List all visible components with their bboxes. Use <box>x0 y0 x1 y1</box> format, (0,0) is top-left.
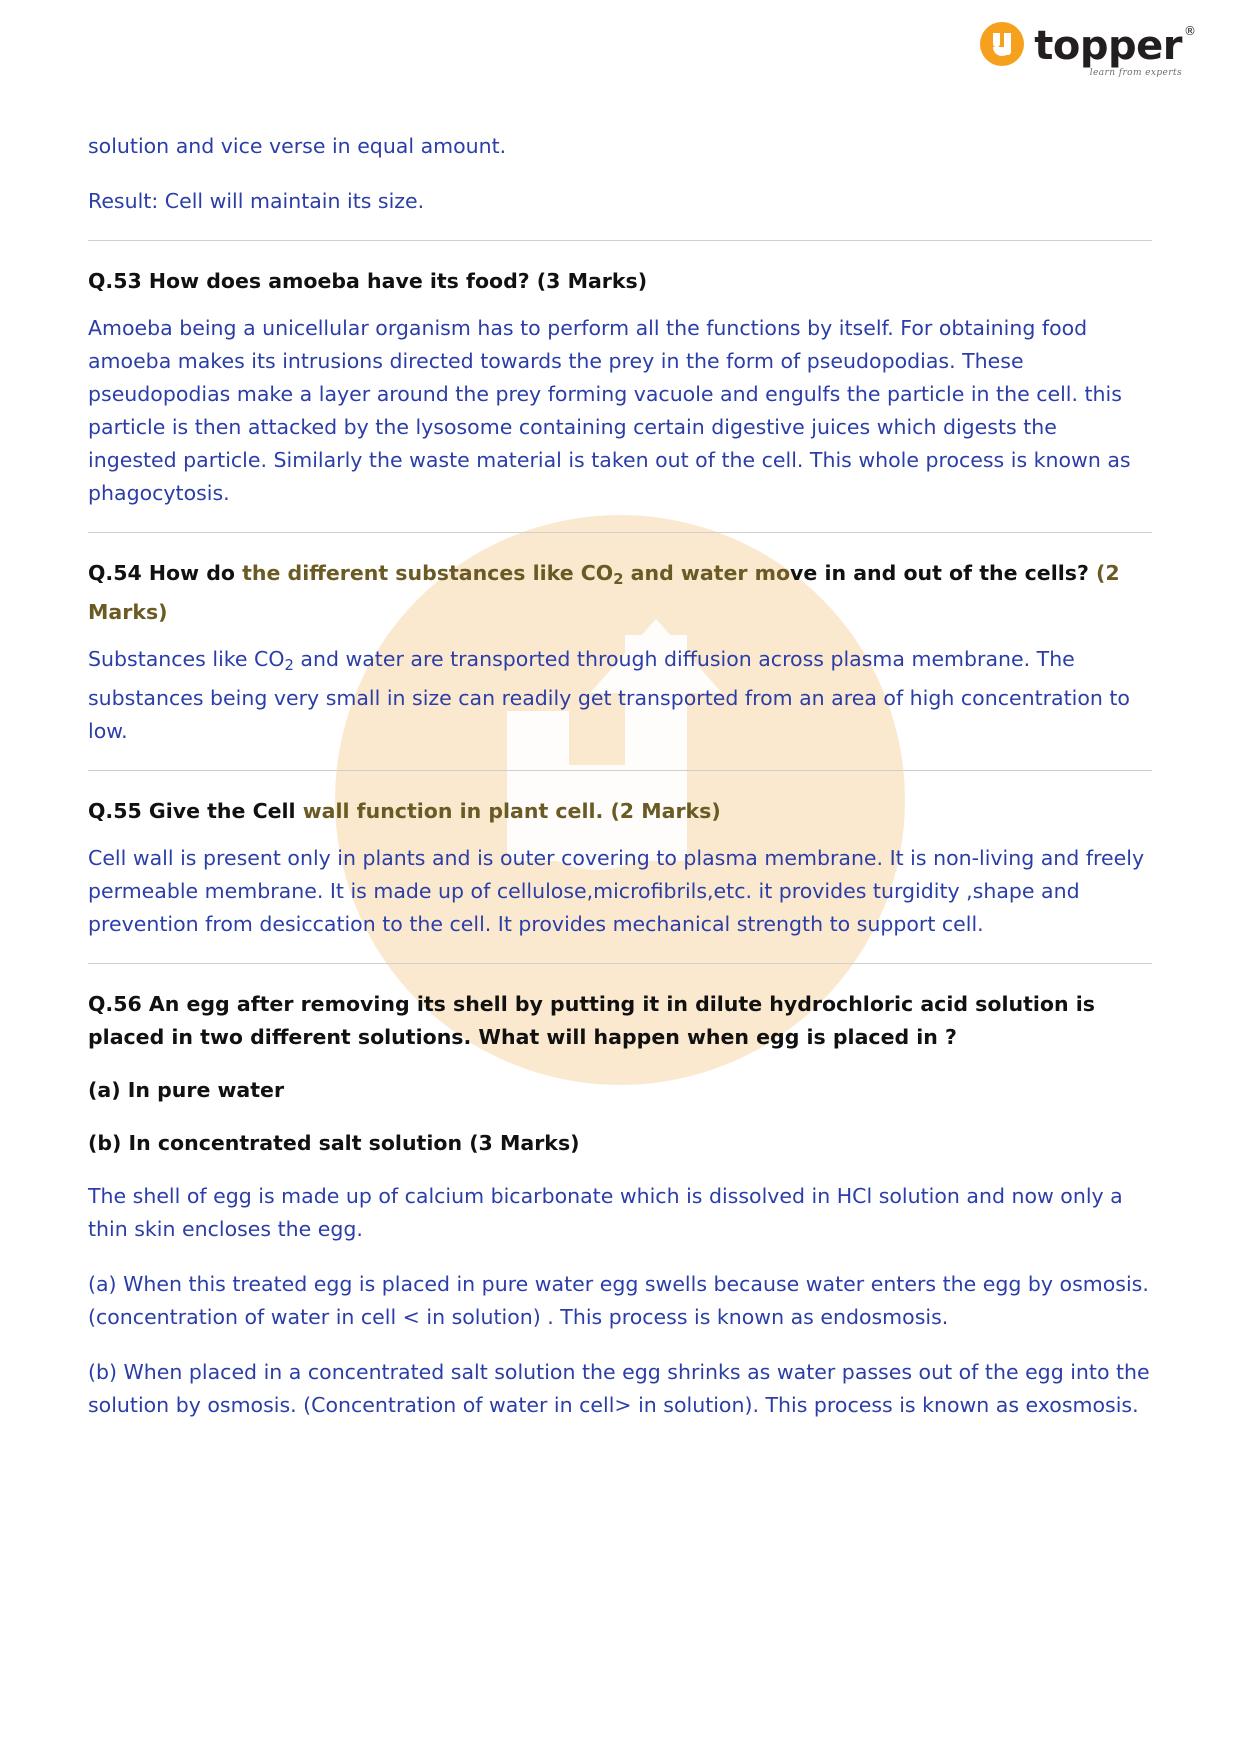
q54-highlight-2: and water mo <box>623 561 791 585</box>
question-54-answer <box>88 643 1152 748</box>
question-56-answer-b: (b) When placed in a concentrated salt solution the egg shrinks as water passes out of the egg into the solution by osmosis. (Concentration of water in cell> in solution). This process is known as exosmosis. <box>88 1360 1150 1418</box>
q55-prefix: Q.55 Give the Cell <box>88 799 303 824</box>
question-56-answer-intro: The shell of egg is made up of calcium bicarbonate which is dissolved in HCl solution and now only a thin skin encloses the egg. <box>88 1184 1123 1242</box>
logo-wordmark: topper <box>1034 23 1182 69</box>
q54-answer-subscript: 2 <box>284 657 294 675</box>
question-56-answer-a: (a) When this treated egg is placed in pure water egg swells because water enters the egg by osmosis.(concentration of water in cell < in solution) . This process is known as endosmosis. <box>88 1272 1149 1330</box>
document-content <box>88 130 1152 1444</box>
section-divider <box>88 770 1152 771</box>
section-divider <box>88 963 1152 964</box>
paragraph-intro-2: Result: Cell will maintain its size. <box>88 189 425 213</box>
q54-suffix: ve in and out of the cells? <box>790 561 1096 585</box>
question-53-answer: Amoeba being a unicellular organism has to perform all the functions by itself. For obtaining food amoeba makes its intrusions directed towards the prey in the form of pseudopodias. These pseudopodias make a layer around the prey forming vacuole and engulfs the particle in the cell. this particle is then attacked by the lysosome containing certain digestive juices which digests the ingested particle. Similarly the waste material is taken out of the cell. This whole process is known as phagocytosis. <box>88 316 1131 505</box>
q55-highlight: wall function in plant cell. (2 Marks) <box>302 799 721 824</box>
topper-logo <box>980 22 1196 78</box>
question-56-heading: Q.56 An egg after removing its shell by putting it in dilute hydrochloric acid solution is placed in two different solutions. What will happen when egg is placed in ? <box>88 992 1095 1050</box>
topper-u-logo-icon <box>980 22 1024 66</box>
paragraph-intro-1: solution and vice verse in equal amount. <box>88 134 507 158</box>
question-55-heading <box>88 795 1152 828</box>
q54-subscript-2: 2 <box>613 571 624 589</box>
question-55-answer: Cell wall is present only in plants and is outer covering to plasma membrane. It is non-living and freely permeable membrane. It is made up of cellulose,microfibrils,etc. it provides turgidity ,shape and prevention from desiccation to the cell. It provides mechanical strength to support cell. <box>88 846 1145 937</box>
logo-bowl-shape <box>993 47 1011 56</box>
q54-answer-part-1: Substances like CO <box>88 647 285 672</box>
q54-prefix: Q.54 How do <box>88 561 243 585</box>
question-56-option-a: (a) In pure water <box>88 1078 285 1103</box>
section-divider <box>88 240 1152 241</box>
registered-trademark-icon: ® <box>1184 24 1196 38</box>
q54-answer-part-2: and water are transported through diffusion across plasma membrane. The substances being very small in size can readily get transported from an area of high concentration to low. <box>88 647 1130 744</box>
section-divider <box>88 532 1152 533</box>
logo-tagline: learn from experts <box>1089 68 1182 78</box>
logo-text-group <box>1034 22 1196 78</box>
question-56-option-b: (b) In concentrated salt solution (3 Marks) <box>88 1131 580 1156</box>
question-54-heading <box>88 557 1152 629</box>
question-53-heading: Q.53 How does amoeba have its food? (3 Marks) <box>88 269 648 293</box>
q54-highlight-1: the different substances like CO <box>242 561 614 585</box>
q54-marks: (2 Marks) <box>88 561 1120 625</box>
